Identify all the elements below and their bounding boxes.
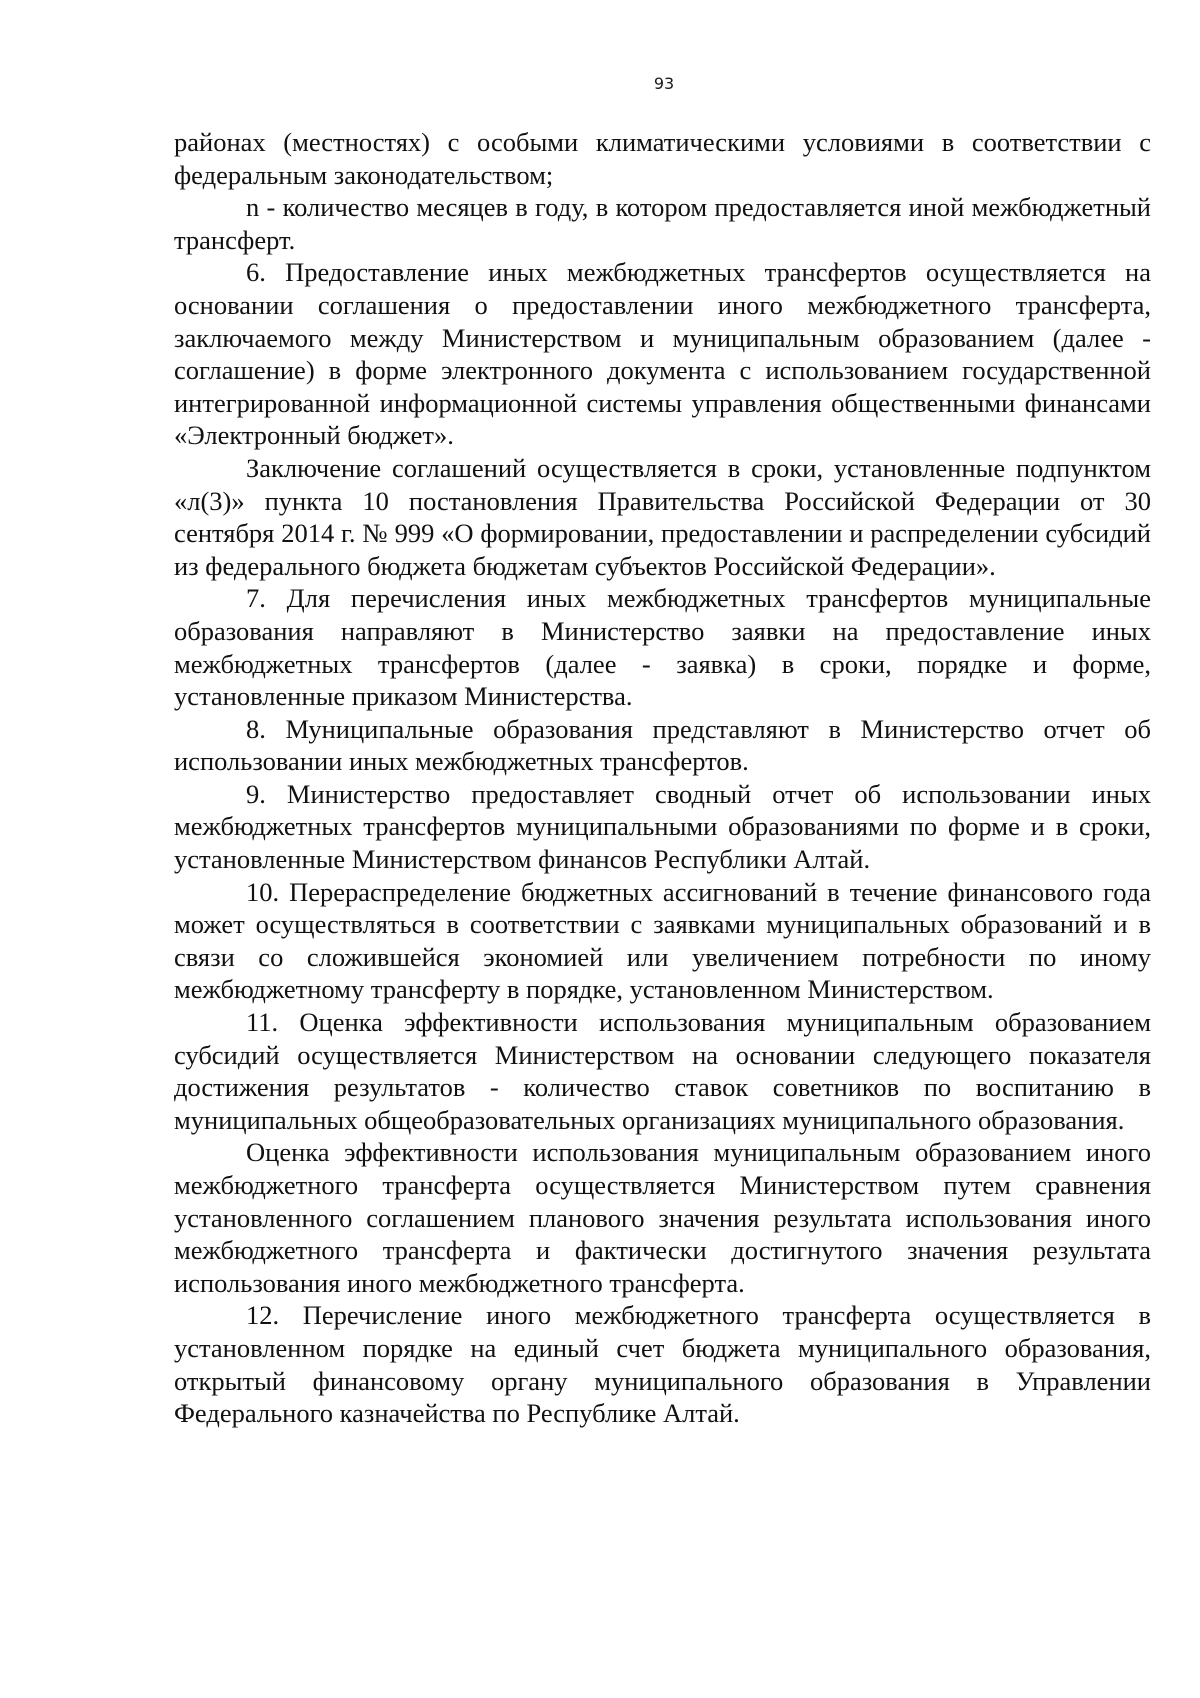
paragraph-item-9: 9. Министерство предоставляет сводный отчет об использовании иных межбюджетных трансфертов муниципальными образованиями по форме и в сроки, установленные Министерством финансов Республики Алтай. <box>174 778 1151 875</box>
paragraph-item-7: 7. Для перечисления иных межбюджетных трансфертов муниципальные образования направляют в Министерство заявки на предоставление иных межбюджетных трансфертов (далее - заявка) в сроки, порядке и форме, установленные приказом Министерства. <box>174 583 1151 712</box>
paragraph-item-8: 8. Муниципальные образования представляют в Министерство отчет об использовании иных межбюджетных трансфертов. <box>174 713 1151 777</box>
paragraph-item-12: 12. Перечисление иного межбюджетного трансферта осуществляется в установленном порядке на единый счет бюджета муниципального образования, открытый финансовому органу муниципального образования в Управлении Федерального казначейства по Республике Алтай. <box>174 1300 1151 1429</box>
paragraph-item-10: 10. Перераспределение бюджетных ассигнований в течение финансового года может осуществляться в соответствии с заявками муниципальных образований и в связи со сложившейся экономией или увеличением потребности по иному межбюджетному трансферту в порядке, установленном Министерством. <box>174 876 1151 1005</box>
paragraph-agreement-terms: Заключение соглашений осуществляется в сроки, установленные подпунктом «л(3)» пункта 10 постановления Правительства Российской Федерации от 30 сентября 2014 г. № 999 «О формировании, предоставлении и распределении субсидий из федерального бюджета бюджетам субъектов Российской Федерации». <box>174 452 1151 581</box>
page-number: 93 <box>653 74 675 93</box>
paragraph-n-definition: n - количество месяцев в году, в котором предоставляется иной межбюджетный трансферт. <box>174 192 1151 255</box>
paragraph-efficiency-evaluation: Оценка эффективности использования муниципальным образованием иного межбюджетного трансферта осуществляется Министерством путем сравнения установленного соглашением планового значения результата использования иного межбюджетного трансферта и фактически достигнутого значения результата использования иного межбюджетного трансферта. <box>174 1137 1151 1298</box>
paragraph-item-11: 11. Оценка эффективности использования муниципальным образованием субсидий осуществляется Министерством на основании следующего показателя достижения результатов - количество ставок советников по воспитанию в муниципальных общеобразовательных организациях муниципального образования. <box>174 1007 1151 1135</box>
paragraph-continuation: районах (местностях) с особыми климатическими условиями в соответствии с федеральным законодательством; <box>174 127 1151 190</box>
paragraph-item-6: 6. Предоставление иных межбюджетных трансфертов осуществляется на основании соглашения о предоставлении иного межбюджетного трансферта, заключаемого между Министерством и муниципальным образованием (далее - соглашение) в форме электронного документа с использованием государственной интегрированной информационной системы управления общественными финансами «Электронный бюджет». <box>174 257 1151 451</box>
document-body <box>174 126 1151 1430</box>
